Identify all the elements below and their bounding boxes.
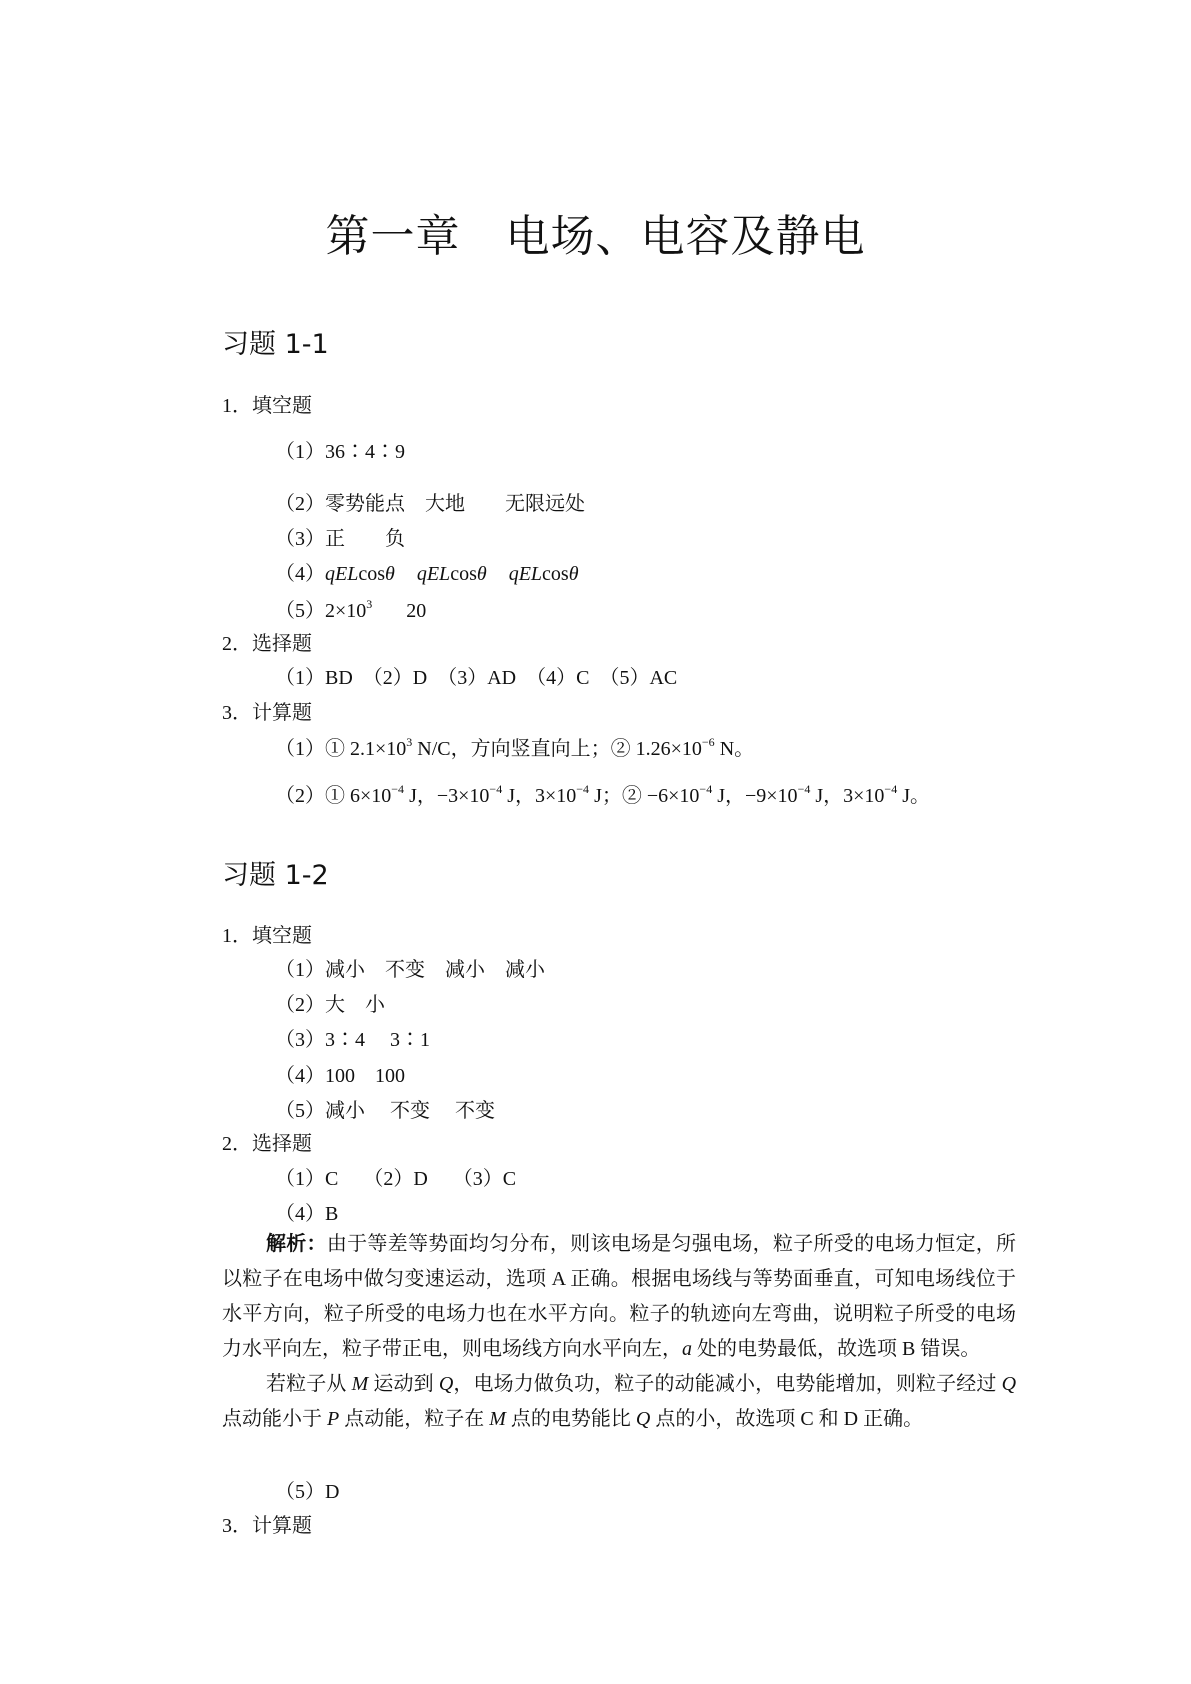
question-fill-blank: 1．填空题 <box>222 925 312 947</box>
section-heading-1-2: 习题 1-2 <box>222 860 329 891</box>
formula-var: θ <box>568 563 579 585</box>
formula-text: −6×10 <box>646 785 700 807</box>
formula-var: qEL <box>508 563 543 585</box>
section-heading-1-1: 习题 1-1 <box>222 329 329 360</box>
answer-line-formula <box>275 594 426 623</box>
formula-text: −9×10 <box>745 785 798 807</box>
answer-line: （2）大 小 <box>275 994 385 1016</box>
answer-line-formula <box>275 779 930 808</box>
formula-var: qEL <box>325 563 359 585</box>
answer-line: （2）零势能点 大地 无限远处 <box>275 493 585 515</box>
analysis-text: 点的电势能比 <box>505 1408 636 1430</box>
formula-text: J；② <box>589 785 647 807</box>
answer-line: （3）3∶4 3∶1 <box>275 1029 430 1051</box>
formula-var: Q <box>1001 1373 1017 1395</box>
formula-text: J， <box>810 785 844 807</box>
analysis-text: 处的电势最低，故选项 B 错误。 <box>692 1338 981 1360</box>
formula-func: cos <box>450 563 477 585</box>
question-calculation: 3．计算题 <box>222 1515 312 1537</box>
answer-line: （1）减小 不变 减小 减小 <box>275 959 545 981</box>
item-number: （4） <box>275 563 325 585</box>
analysis-paragraph <box>222 1227 1016 1367</box>
formula-text: 20 <box>406 600 427 622</box>
formula-var: M <box>489 1408 506 1430</box>
answer-line: （1）BD （2）D （3）AD （4）C （5）AC <box>275 667 678 689</box>
question-calculation: 3．计算题 <box>222 702 312 724</box>
exponent: −4 <box>576 782 590 796</box>
formula-text: 3×10 <box>535 785 577 807</box>
formula-text: −3×10 <box>436 785 490 807</box>
formula-func: cos <box>542 563 569 585</box>
formula-text: 6×10 <box>350 785 392 807</box>
answer-line: （5）减小 不变 不变 <box>275 1100 495 1122</box>
formula-var: M <box>351 1373 369 1395</box>
exponent: −6 <box>701 735 715 749</box>
analysis-text: 运动到 <box>368 1373 439 1395</box>
answer-line-formula <box>275 732 754 761</box>
formula-text: （5）2×10 <box>275 600 367 622</box>
answer-line: （1）C （2）D （3）C <box>275 1168 517 1190</box>
formula-var: a <box>682 1338 692 1360</box>
exponent: −4 <box>489 782 503 796</box>
exponent: −4 <box>884 782 898 796</box>
item-number: （2）① <box>275 785 350 807</box>
formula-text: N。 <box>714 738 755 760</box>
analysis-text: 点动能，粒子在 <box>339 1408 490 1430</box>
answer-line: （1）36∶4∶9 <box>275 441 405 463</box>
formula-text: J， <box>404 785 437 807</box>
exponent: −4 <box>699 782 713 796</box>
exponent: −4 <box>391 782 405 796</box>
formula-var: θ <box>476 563 487 585</box>
formula-var: qEL <box>416 563 451 585</box>
question-fill-blank: 1．填空题 <box>222 395 312 417</box>
analysis-text: 点动能小于 <box>222 1408 327 1430</box>
formula-text: J， <box>502 785 535 807</box>
answer-line: （5）D <box>275 1481 340 1503</box>
answer-line-formula <box>275 557 579 586</box>
analysis-text: ，电场力做负功，粒子的动能减小，电势能增加，则粒子经过 <box>453 1373 1002 1395</box>
analysis-text: 点的小，故选项 C 和 D 正确。 <box>650 1408 924 1430</box>
question-choice: 2．选择题 <box>222 633 312 655</box>
formula-text: N/C，方向竖直向上；② 1.26×10 <box>412 738 702 760</box>
formula-text: 3×10 <box>843 785 885 807</box>
formula-text: J。 <box>897 785 930 807</box>
analysis-text: 若粒子从 <box>266 1373 352 1395</box>
answer-line: （3）正 负 <box>275 528 405 550</box>
formula-var: Q <box>438 1373 454 1395</box>
analysis-text: 由于等差等势面均匀分布，则该电场是匀强电场，粒子所受的电场力恒定，所以粒子在电场中做匀变速运动，选项 A 正确。根据电场线与等势面垂直，可知电场线位于水平方向，粒子所受的电场力也在水平方向。粒子的轨迹向左弯曲，说明粒子所受的电场力水平向左，粒子带正电，则电场线方向水平向左， <box>222 1233 1017 1360</box>
formula-var: θ <box>385 563 395 585</box>
analysis-paragraph <box>222 1367 1016 1437</box>
answer-line: （4）B <box>275 1203 339 1225</box>
formula-var: Q <box>635 1408 651 1430</box>
chapter-title: 第一章 电场、电容及静电 <box>325 211 866 262</box>
formula-text: J， <box>712 785 745 807</box>
analysis-block <box>222 1227 1016 1437</box>
exponent: 3 <box>366 597 373 611</box>
formula-func: cos <box>358 563 386 585</box>
analysis-label: 解析： <box>266 1233 327 1255</box>
formula-text: （1）① 2.1×10 <box>275 738 407 760</box>
formula-var: P <box>327 1408 340 1430</box>
question-choice: 2．选择题 <box>222 1133 312 1155</box>
answer-line: （4）100 100 <box>275 1065 405 1087</box>
exponent: −4 <box>797 782 811 796</box>
exponent: 3 <box>406 735 413 749</box>
